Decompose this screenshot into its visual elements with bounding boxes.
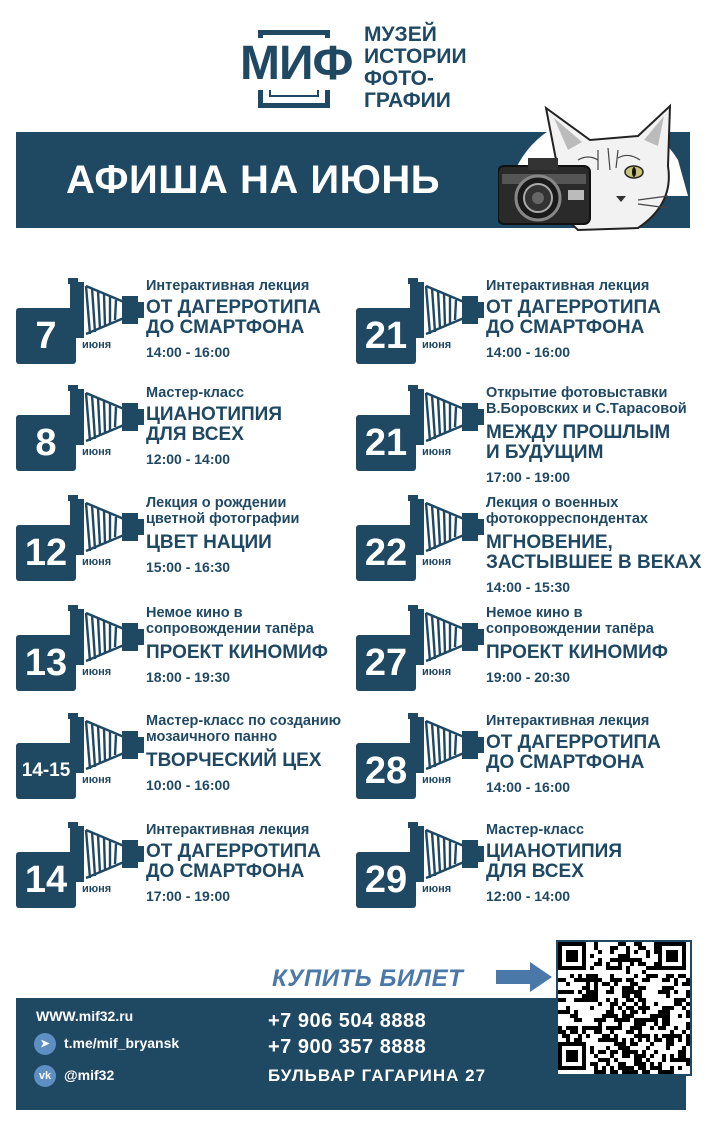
event-time: 14:00 - 15:30 (486, 579, 571, 595)
event-title: ОТ ДАГЕРРОТИПА ДО СМАРТФОНА (486, 297, 661, 338)
event-title: ТВОРЧЕСКИЙ ЦЕХ (146, 750, 322, 771)
event-day: 8 (35, 422, 57, 464)
event-time: 14:00 - 16:00 (486, 779, 571, 795)
event-day: 14 (24, 859, 68, 901)
event-time: 10:00 - 16:00 (146, 777, 231, 793)
qr-code[interactable] (556, 940, 692, 1076)
event-title: ЦИАНОТИПИЯ ДЛЯ ВСЕХ (486, 841, 622, 882)
camera-icon (68, 385, 150, 457)
event-title: ОТ ДАГЕРРОТИПА ДО СМАРТФОНА (486, 732, 661, 773)
logo-text (364, 24, 504, 112)
logo-line-2: ИСТОРИИ (364, 45, 467, 68)
event-card (356, 713, 706, 813)
event-day: 27 (364, 642, 408, 684)
telegram-link[interactable] (34, 1032, 179, 1054)
event-type: Лекция о военных фотокорреспондентах (486, 495, 648, 527)
logo-abbr: МИФ (240, 37, 353, 90)
event-type: Интерактивная лекция (146, 278, 310, 294)
event-day: 12 (24, 532, 68, 574)
month-label: июня (82, 774, 112, 786)
event-type: Открытие фотовыставки В.Боровских и С.Тарасовой (486, 385, 687, 417)
arrow-right-icon (494, 960, 554, 994)
event-card (16, 713, 366, 813)
event-title: ЦИАНОТИПИЯ ДЛЯ ВСЕХ (146, 404, 282, 445)
camera-icon (408, 713, 490, 785)
camera-icon (68, 605, 150, 677)
event-time: 14:00 - 16:00 (146, 344, 231, 360)
event-title: МЕЖДУ ПРОШЛЫМ И БУДУЩИМ (486, 422, 671, 463)
logo-line-1: МУЗЕЙ (364, 23, 437, 46)
event-time: 18:00 - 19:30 (146, 669, 231, 685)
camera-icon (408, 385, 490, 457)
event-time: 12:00 - 14:00 (486, 888, 571, 904)
event-day: 7 (35, 315, 57, 357)
month-label: июня (82, 556, 112, 568)
date-badge (356, 635, 416, 691)
month-label: июня (422, 556, 452, 568)
month-label: июня (422, 446, 452, 458)
event-day: 13 (24, 642, 68, 684)
event-type: Интерактивная лекция (486, 278, 650, 294)
date-badge (356, 308, 416, 364)
event-type: Мастер-класс (146, 385, 245, 401)
vk-text: @mif32 (64, 1067, 115, 1083)
vk-icon: vk (34, 1065, 56, 1087)
event-card (356, 278, 706, 378)
event-time: 19:00 - 20:30 (486, 669, 571, 685)
event-time: 14:00 - 16:00 (486, 344, 571, 360)
telegram-icon: ➤ (34, 1033, 56, 1055)
qr-code-image (558, 942, 690, 1074)
poster-title: АФИША НА ИЮНЬ (66, 158, 440, 202)
cat-camera-illustration (498, 100, 690, 240)
event-day: 21 (364, 315, 408, 357)
date-badge (16, 308, 76, 364)
event-time: 17:00 - 19:00 (486, 469, 571, 485)
event-type: Лекция о рождении цветной фотографии (146, 495, 300, 527)
telegram-text: t.me/mif_bryansk (64, 1035, 180, 1051)
event-title: МГНОВЕНИЕ, ЗАСТЫВШЕЕ В ВЕКАХ (486, 532, 702, 573)
date-badge (356, 525, 416, 581)
event-title: ПРОЕКТ КИНОМИФ (146, 642, 328, 663)
month-label: июня (82, 339, 112, 351)
vk-link[interactable] (34, 1064, 114, 1086)
event-card (16, 278, 366, 378)
camera-icon (68, 278, 150, 350)
event-time: 15:00 - 16:30 (146, 559, 231, 575)
date-badge (16, 525, 76, 581)
event-type: Интерактивная лекция (146, 822, 310, 838)
event-day: 22 (364, 532, 408, 574)
month-label: июня (422, 339, 452, 351)
event-type: Немое кино в сопровождении тапёра (486, 605, 654, 637)
event-time: 12:00 - 14:00 (146, 451, 231, 467)
buy-ticket-label[interactable]: КУПИТЬ БИЛЕТ (272, 965, 464, 992)
camera-icon (408, 495, 490, 567)
event-card (16, 495, 366, 595)
event-type: Мастер-класс по созданию мозаичного панно (146, 713, 342, 745)
month-label: июня (422, 883, 452, 895)
event-day: 21 (364, 422, 408, 464)
event-card (16, 822, 366, 922)
phone-2[interactable]: +7 900 357 8888 (268, 1036, 427, 1058)
month-label: июня (82, 883, 112, 895)
logo-line-3: ФОТО- (364, 67, 434, 90)
address: БУЛЬВАР ГАГАРИНА 27 (268, 1066, 487, 1085)
camera-icon (408, 822, 490, 894)
month-label: июня (422, 774, 452, 786)
event-day: 14-15 (21, 760, 71, 781)
camera-icon (408, 278, 490, 350)
camera-icon (68, 713, 150, 785)
event-title: ОТ ДАГЕРРОТИПА ДО СМАРТФОНА (146, 841, 321, 882)
camera-icon (68, 822, 150, 894)
date-badge (356, 415, 416, 471)
phone-1[interactable]: +7 906 504 8888 (268, 1010, 427, 1032)
event-day: 29 (364, 859, 408, 901)
event-time: 17:00 - 19:00 (146, 888, 231, 904)
date-badge (16, 635, 76, 691)
event-type: Немое кино в сопровождении тапёра (146, 605, 314, 637)
month-label: июня (422, 666, 452, 678)
event-type: Интерактивная лекция (486, 713, 650, 729)
event-title: ЦВЕТ НАЦИИ (146, 532, 272, 553)
camera-icon (408, 605, 490, 677)
month-label: июня (82, 666, 112, 678)
logo-line-4: ГРАФИИ (364, 89, 451, 112)
event-day: 28 (364, 750, 408, 792)
date-badge (16, 852, 76, 908)
event-title: ПРОЕКТ КИНОМИФ (486, 642, 668, 663)
event-card (356, 605, 706, 705)
event-type: Мастер-класс (486, 822, 585, 838)
event-card (356, 495, 706, 595)
event-card (16, 605, 366, 705)
month-label: июня (82, 446, 112, 458)
event-card (356, 822, 706, 922)
date-badge (356, 743, 416, 799)
museum-logo (238, 22, 498, 114)
event-card (356, 385, 706, 485)
website-link[interactable]: WWW.mif32.ru (36, 1008, 134, 1024)
event-title: ОТ ДАГЕРРОТИПА ДО СМАРТФОНА (146, 297, 321, 338)
date-badge (16, 743, 76, 799)
date-badge (356, 852, 416, 908)
date-badge (16, 415, 76, 471)
event-card (16, 385, 366, 485)
camera-icon (68, 495, 150, 567)
